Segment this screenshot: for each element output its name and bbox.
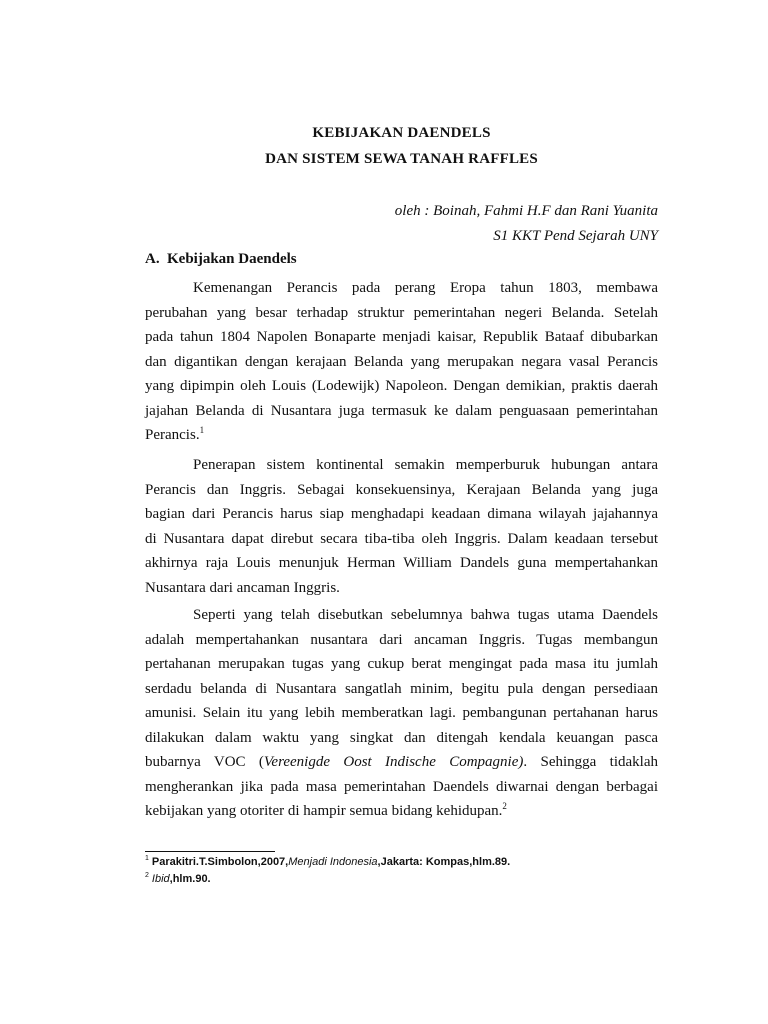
voc-italic: Vereenigde Oost Indische Compagnie) xyxy=(263,754,524,770)
paragraph-3 xyxy=(145,603,658,824)
footnote-text-after: ,hlm.90. xyxy=(169,873,211,885)
paragraph-line-last: Nusantara dari ancaman Inggris. xyxy=(145,579,340,596)
paragraph-line: adalah mempertahankan nusantara dari ancaman Inggris. Tugas membangun xyxy=(145,631,658,648)
footnote-2 xyxy=(145,873,211,885)
paragraph-line: dilakukan dalam waktu yang singkat dan ditengah kendala keuangan pasca xyxy=(145,729,658,746)
paragraph-line: Perancis dan Inggris. Sebagai konsekuensinya, Kerajaan Belanda yang juga xyxy=(145,481,658,498)
footnote-text-before: Parakitri.T.Simbolon,2007, xyxy=(151,856,289,868)
paragraph-line: pada tahun 1804 Napolen Bonaparte menjadi kaisar, Republik Bataaf dibubarkan xyxy=(145,329,658,345)
paragraph-2 xyxy=(145,453,658,600)
paragraph-line: pertahanan merupakan tugas yang cukup berat mengingat pada masa itu jumlah xyxy=(145,656,658,672)
paragraph-line: Kemenangan Perancis pada perang Eropa tahun 1803, membawa xyxy=(193,280,658,296)
paragraph-line-last xyxy=(145,799,658,824)
byline-affiliation: S1 KKT Pend Sejarah UNY xyxy=(493,228,658,244)
byline-authors: oleh : Boinah, Fahmi H.F dan Rani Yuanita xyxy=(394,203,658,219)
paragraph-text: kebijakan yang otoriter di hampir semua bidang kehidupan. xyxy=(145,803,503,819)
paragraph-line-last xyxy=(145,423,658,448)
footnote-book-title: Menjadi Indonesia xyxy=(288,856,378,868)
paragraph-line: mengherankan jika pada masa pemerintahan Daendels diwarnai dengan berbagai xyxy=(145,778,658,795)
paragraph-text: Perancis. xyxy=(145,427,200,443)
title-line-1: KEBIJAKAN DAENDELS xyxy=(312,125,491,141)
voc-suffix: . Sehingga tidaklah xyxy=(523,754,658,770)
paragraph-line: akhirnya raja Louis menunjuk Herman William Dandels guna mempertahankan xyxy=(145,555,658,571)
footnote-separator xyxy=(145,851,275,852)
section-title: Kebijakan Daendels xyxy=(167,251,297,267)
section-number: A. xyxy=(145,251,160,267)
voc-prefix: bubarnya VOC ( xyxy=(145,754,264,770)
paragraph-line: dan digantikan dengan kerajaan Belanda yang merupakan negara vasal Perancis xyxy=(145,353,658,370)
footnote-mark: 2 xyxy=(145,872,149,880)
paragraph-line: di Nusantara dapat direbut secara tiba-tiba oleh Inggris. Dalam keadaan tersebut xyxy=(145,530,658,547)
paragraph-line: serdadu belanda di Nusantara sangatlah minim, begitu pula dengan persediaan xyxy=(145,680,658,697)
paragraph-line: perubahan yang besar terhadap struktur pemerintahan negeri Belanda. Setelah xyxy=(145,304,658,321)
footnote-reference: 1 xyxy=(199,425,205,435)
paragraph-line-voc xyxy=(145,750,658,775)
paragraph-line: amunisi. Selain itu yang lebih memberatkan lagi. pembangunan pertahanan harus xyxy=(145,705,658,721)
footnote-1 xyxy=(145,856,510,868)
paragraph-line: Penerapan sistem kontinental semakin memperburuk hubungan antara xyxy=(193,457,658,473)
paragraph-line: jajahan Belanda di Nusantara juga termasuk ke dalam penguasaan pemerintahan xyxy=(145,402,658,419)
footnote-ibid: Ibid xyxy=(151,873,170,885)
footnote-mark: 1 xyxy=(145,855,149,863)
paragraph-1 xyxy=(145,276,658,448)
paragraph-line: Seperti yang telah disebutkan sebelumnya bahwa tugas utama Daendels xyxy=(193,607,658,623)
footnote-text xyxy=(152,856,510,868)
footnote-text xyxy=(152,873,211,885)
title-line-2: DAN SISTEM SEWA TANAH RAFFLES xyxy=(265,151,538,167)
paragraph-line: yang dipimpin oleh Louis (Lodewijk) Napoleon. Dengan demikian, praktis daerah xyxy=(145,378,658,394)
footnote-reference: 2 xyxy=(502,801,507,811)
section-heading xyxy=(145,251,297,268)
paragraph-line: bagian dari Perancis harus siap menghadapi keadaan dimana wilayah jajahannya xyxy=(145,506,658,522)
footnote-text-after: ,Jakarta: Kompas,hlm.89. xyxy=(377,856,511,868)
